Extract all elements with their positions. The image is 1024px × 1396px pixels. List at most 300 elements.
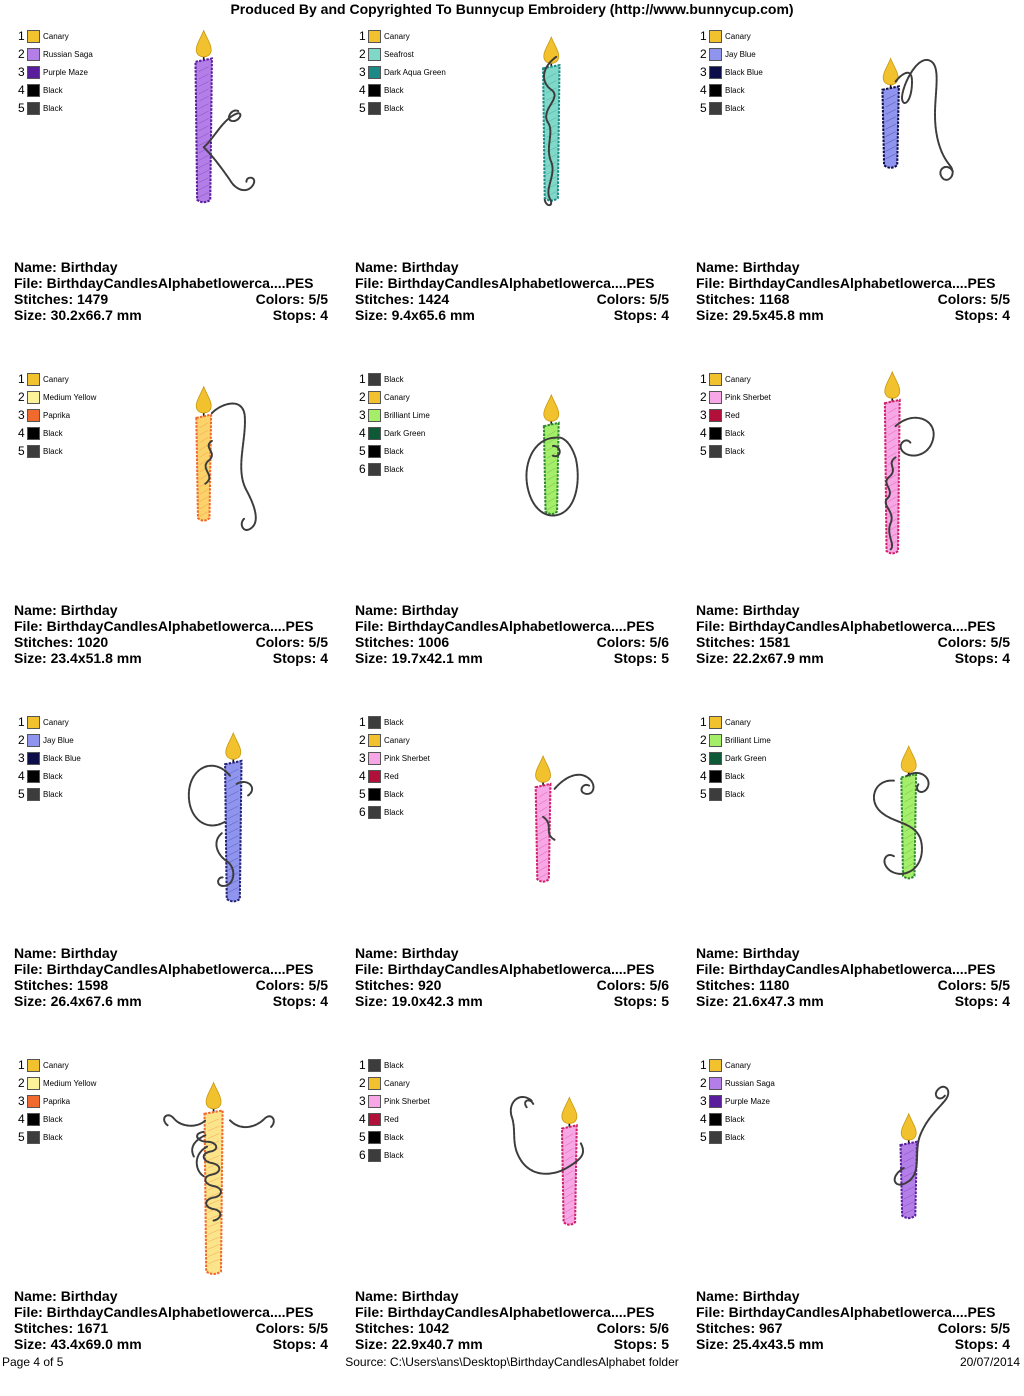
thread-row — [700, 1074, 775, 1092]
thread-number: 4 — [18, 83, 25, 97]
thread-name: Jay Blue — [43, 735, 74, 745]
info-line — [14, 1304, 328, 1320]
candle-v — [901, 1114, 917, 1218]
info-line — [696, 259, 1010, 275]
thread-swatch — [368, 391, 381, 404]
stitch-count-value: 920 — [418, 977, 442, 993]
thread-swatch — [709, 30, 722, 43]
thread-palette — [700, 27, 763, 117]
thread-swatch — [368, 1095, 381, 1108]
thread-name: Black — [43, 771, 63, 781]
thread-row — [359, 1056, 430, 1074]
color-count — [256, 291, 328, 307]
design-card — [341, 1053, 682, 1396]
color-count-value: 5/5 — [990, 291, 1010, 307]
info-line — [14, 275, 328, 291]
thread-swatch — [709, 409, 722, 422]
stitch-count — [14, 1320, 108, 1336]
thread-name: Canary — [384, 31, 410, 41]
thread-name: Black — [725, 789, 745, 799]
design-size — [14, 650, 142, 666]
stitch-count — [696, 291, 789, 307]
thread-name: Red — [384, 771, 399, 781]
thread-palette — [18, 1056, 96, 1146]
stop-count — [614, 993, 669, 1009]
color-count-label: Colors: — [596, 634, 646, 650]
thread-name: Canary — [43, 717, 69, 727]
thread-number: 5 — [700, 1130, 707, 1144]
thread-palette — [700, 370, 771, 460]
info-line — [696, 275, 1010, 291]
info-line — [14, 291, 328, 307]
design-name-value: Birthday — [401, 259, 459, 275]
thread-name: Canary — [384, 1078, 410, 1088]
design-file — [696, 618, 996, 634]
stop-count-value: 5 — [661, 650, 669, 666]
thread-number: 3 — [18, 1094, 25, 1108]
color-count-label: Colors: — [937, 977, 987, 993]
thread-number: 3 — [359, 1094, 366, 1108]
thread-name: Black — [725, 1132, 745, 1142]
design-name — [14, 945, 117, 961]
thread-number: 5 — [18, 444, 25, 458]
flame-icon — [885, 372, 900, 398]
thread-number: 1 — [18, 372, 25, 386]
design-preview — [140, 24, 320, 254]
design-preview — [822, 367, 1002, 597]
design-preview — [481, 1053, 661, 1283]
design-name — [14, 1288, 117, 1304]
stitch-count — [14, 291, 108, 307]
thread-number: 1 — [18, 715, 25, 729]
design-file-value: BirthdayCandlesAlphabetlowerca....PES — [387, 961, 655, 977]
thread-swatch — [368, 716, 381, 729]
info-line — [14, 634, 328, 650]
info-line — [355, 618, 669, 634]
design-size — [696, 650, 824, 666]
info-line — [355, 634, 669, 650]
thread-swatch — [368, 1131, 381, 1144]
design-size-label: Size: — [696, 993, 729, 1009]
stitch-count-value: 967 — [759, 1320, 783, 1336]
info-line — [355, 1288, 669, 1304]
flame-icon — [901, 1114, 916, 1140]
info-line — [355, 259, 669, 275]
design-size-label: Size: — [355, 650, 388, 666]
thread-name: Black — [384, 1150, 404, 1160]
stop-count-label: Stops: — [954, 307, 999, 323]
thread-swatch — [709, 770, 722, 783]
thread-name: Russian Saga — [725, 1078, 775, 1088]
info-line — [696, 1304, 1010, 1320]
design-file — [696, 1304, 996, 1320]
stop-count-label: Stops: — [954, 993, 999, 1009]
thread-name: Canary — [384, 392, 410, 402]
stitch-count — [696, 1320, 782, 1336]
page-footer — [0, 1354, 1024, 1370]
thread-number: 4 — [700, 83, 707, 97]
thread-swatch — [368, 1077, 381, 1090]
swirl-q — [189, 766, 252, 886]
thread-name: Medium Yellow — [43, 392, 97, 402]
design-card — [0, 367, 341, 710]
thread-number: 4 — [700, 426, 707, 440]
thread-number: 2 — [359, 47, 366, 61]
design-file-label: File: — [355, 618, 384, 634]
thread-name: Black — [384, 464, 404, 474]
stitch-count — [355, 1320, 449, 1336]
design-info — [14, 602, 328, 666]
stop-count-value: 5 — [661, 993, 669, 1009]
color-count-value: 5/5 — [308, 977, 328, 993]
thread-row — [18, 785, 81, 803]
thread-name: Canary — [384, 735, 410, 745]
thread-number: 3 — [18, 65, 25, 79]
design-file-label: File: — [696, 961, 725, 977]
design-name — [355, 602, 458, 618]
thread-number: 3 — [359, 65, 366, 79]
thread-row — [18, 406, 96, 424]
thread-row — [359, 713, 430, 731]
thread-number: 4 — [359, 1112, 366, 1126]
thread-palette — [359, 713, 430, 821]
thread-number: 5 — [18, 787, 25, 801]
thread-palette — [18, 370, 96, 460]
page-number: Page 4 of 5 — [2, 1355, 64, 1369]
thread-palette — [359, 370, 430, 478]
thread-number: 5 — [18, 1130, 25, 1144]
color-count-value: 5/5 — [649, 291, 669, 307]
stop-count-label: Stops: — [272, 993, 317, 1009]
design-size-label: Size: — [355, 307, 388, 323]
info-line — [696, 291, 1010, 307]
thread-name: Red — [384, 1114, 399, 1124]
design-file — [696, 961, 996, 977]
color-count-label: Colors: — [596, 291, 646, 307]
thread-swatch — [368, 752, 381, 765]
thread-swatch — [27, 752, 40, 765]
color-count-label: Colors: — [255, 1320, 305, 1336]
thread-number: 3 — [359, 751, 366, 765]
thread-row — [700, 99, 763, 117]
thread-number: 3 — [700, 65, 707, 79]
info-line — [696, 634, 1010, 650]
thread-number: 4 — [700, 769, 707, 783]
stitch-count-label: Stitches: — [14, 291, 74, 307]
thread-number: 6 — [359, 1148, 366, 1162]
design-name-label: Name: — [696, 1288, 739, 1304]
design-size-label: Size: — [355, 993, 388, 1009]
thread-row — [18, 99, 93, 117]
design-name-label: Name: — [355, 945, 398, 961]
info-line — [355, 307, 669, 323]
thread-swatch — [27, 373, 40, 386]
design-size-label: Size: — [696, 307, 729, 323]
thread-row — [18, 27, 93, 45]
stitch-count-value: 1020 — [77, 634, 109, 650]
thread-row — [359, 731, 430, 749]
design-card — [341, 710, 682, 1053]
design-preview — [140, 367, 320, 597]
thread-palette — [359, 1056, 430, 1164]
design-file — [696, 275, 996, 291]
color-count — [938, 291, 1010, 307]
stitch-count — [355, 634, 449, 650]
info-line — [14, 259, 328, 275]
color-count — [938, 977, 1010, 993]
design-name-label: Name: — [696, 259, 739, 275]
thread-row — [359, 1128, 430, 1146]
stitch-count-value: 1479 — [77, 291, 109, 307]
stop-count — [614, 1336, 669, 1352]
thread-number: 2 — [700, 1076, 707, 1090]
thread-name: Black — [43, 1132, 63, 1142]
design-info — [355, 1288, 669, 1352]
thread-number: 4 — [359, 83, 366, 97]
thread-name: Black — [384, 103, 404, 113]
flame-icon — [536, 756, 551, 782]
stitch-count-value: 1042 — [418, 1320, 450, 1336]
thread-name: Black — [384, 1060, 404, 1070]
thread-row — [18, 1092, 96, 1110]
thread-palette — [700, 713, 771, 803]
design-file-label: File: — [14, 961, 43, 977]
thread-row — [700, 63, 763, 81]
thread-name: Canary — [43, 374, 69, 384]
design-name-label: Name: — [14, 945, 57, 961]
stop-count-value: 4 — [661, 307, 669, 323]
thread-row — [700, 1110, 775, 1128]
info-line — [14, 650, 328, 666]
thread-name: Paprika — [43, 410, 71, 420]
design-name — [696, 259, 799, 275]
thread-row — [359, 1092, 430, 1110]
thread-number: 1 — [700, 372, 707, 386]
flame-icon — [544, 37, 559, 63]
thread-row — [18, 1128, 96, 1146]
stitch-count-label: Stitches: — [696, 291, 756, 307]
thread-name: Jay Blue — [725, 49, 756, 59]
stop-count-label: Stops: — [613, 307, 658, 323]
thread-swatch — [368, 734, 381, 747]
color-count-label: Colors: — [937, 634, 987, 650]
thread-number: 3 — [700, 1094, 707, 1108]
thread-row — [359, 27, 446, 45]
thread-row — [359, 388, 430, 406]
candle-o — [544, 395, 559, 514]
info-line — [14, 1336, 328, 1352]
thread-name: Canary — [725, 1060, 751, 1070]
thread-palette — [700, 1056, 775, 1146]
thread-swatch — [368, 1113, 381, 1126]
thread-name: Black — [725, 428, 745, 438]
design-file-label: File: — [355, 275, 384, 291]
thread-row — [18, 1110, 96, 1128]
thread-name: Canary — [43, 31, 69, 41]
thread-number: 5 — [18, 101, 25, 115]
thread-row — [700, 406, 771, 424]
color-count — [597, 977, 669, 993]
color-count-label: Colors: — [255, 634, 305, 650]
stop-count-label: Stops: — [613, 650, 658, 666]
info-line — [355, 961, 669, 977]
stop-count-label: Stops: — [272, 650, 317, 666]
stitch-count-value: 1671 — [77, 1320, 109, 1336]
thread-row — [700, 388, 771, 406]
design-file-value: BirthdayCandlesAlphabetlowerca....PES — [46, 275, 314, 291]
design-size-label: Size: — [696, 650, 729, 666]
stop-count-value: 5 — [661, 1336, 669, 1352]
thread-row — [359, 63, 446, 81]
thread-swatch — [709, 734, 722, 747]
color-count — [256, 1320, 328, 1336]
color-count-value: 5/5 — [308, 1320, 328, 1336]
stitch-count-label: Stitches: — [355, 291, 415, 307]
thread-name: Dark Aqua Green — [384, 67, 446, 77]
stitch-count-label: Stitches: — [696, 1320, 756, 1336]
thread-number: 5 — [359, 101, 366, 115]
stitch-count — [14, 977, 108, 993]
design-preview — [481, 710, 661, 940]
thread-swatch — [27, 102, 40, 115]
thread-number: 5 — [700, 101, 707, 115]
thread-swatch — [709, 66, 722, 79]
info-line — [696, 650, 1010, 666]
page-header: Produced By and Copyrighted To Bunnycup Embroidery (http://www.bunnycup.com) — [230, 1, 794, 17]
stop-count-label: Stops: — [613, 993, 658, 1009]
thread-row — [700, 1128, 775, 1146]
stitch-count-value: 1006 — [418, 634, 450, 650]
design-file — [355, 275, 655, 291]
stitch-count — [14, 634, 108, 650]
stop-count — [273, 307, 328, 323]
color-count-value: 5/6 — [649, 977, 669, 993]
design-card — [682, 1053, 1023, 1396]
thread-row — [18, 45, 93, 63]
design-size — [14, 307, 142, 323]
design-name — [355, 945, 458, 961]
thread-swatch — [368, 48, 381, 61]
thread-name: Black — [384, 807, 404, 817]
thread-name: Canary — [43, 1060, 69, 1070]
stop-count-value: 4 — [320, 307, 328, 323]
stitch-count — [355, 977, 441, 993]
thread-swatch — [27, 30, 40, 43]
design-size-value: 25.4x43.5 mm — [732, 1336, 824, 1352]
thread-row — [700, 749, 771, 767]
thread-name: Black — [43, 446, 63, 456]
design-preview — [822, 1053, 1002, 1283]
thread-swatch — [709, 1077, 722, 1090]
design-size — [355, 993, 483, 1009]
thread-swatch — [27, 734, 40, 747]
info-line — [355, 1320, 669, 1336]
design-size-value: 19.0x42.3 mm — [391, 993, 483, 1009]
design-size — [696, 307, 824, 323]
thread-number: 2 — [18, 1076, 25, 1090]
thread-row — [359, 424, 430, 442]
thread-name: Medium Yellow — [43, 1078, 97, 1088]
design-size — [696, 993, 824, 1009]
thread-row — [18, 424, 96, 442]
thread-swatch — [368, 66, 381, 79]
stop-count-value: 4 — [320, 1336, 328, 1352]
thread-swatch — [368, 102, 381, 115]
thread-swatch — [27, 1059, 40, 1072]
thread-swatch — [27, 1113, 40, 1126]
design-file-label: File: — [14, 618, 43, 634]
info-line — [355, 650, 669, 666]
design-file-value: BirthdayCandlesAlphabetlowerca....PES — [728, 275, 996, 291]
design-name-label: Name: — [355, 259, 398, 275]
thread-row — [359, 767, 430, 785]
design-file-value: BirthdayCandlesAlphabetlowerca....PES — [46, 1304, 314, 1320]
flame-icon — [226, 733, 241, 759]
thread-swatch — [27, 445, 40, 458]
thread-name: Black — [384, 374, 404, 384]
stitch-count-label: Stitches: — [355, 634, 415, 650]
thread-number: 4 — [359, 426, 366, 440]
thread-number: 2 — [359, 390, 366, 404]
thread-swatch — [709, 788, 722, 801]
thread-row — [18, 388, 96, 406]
thread-name: Brilliant Lime — [725, 735, 771, 745]
design-file-value: BirthdayCandlesAlphabetlowerca....PES — [46, 618, 314, 634]
stitch-count-label: Stitches: — [355, 977, 415, 993]
design-file — [14, 275, 314, 291]
design-size — [355, 650, 483, 666]
color-count-label: Colors: — [937, 1320, 987, 1336]
color-count — [256, 634, 328, 650]
color-count-value: 5/5 — [990, 1320, 1010, 1336]
thread-row — [359, 460, 430, 478]
stitch-count — [696, 634, 790, 650]
candle-t — [205, 1083, 223, 1274]
thread-name: Dark Green — [725, 753, 767, 763]
design-size-label: Size: — [14, 993, 47, 1009]
thread-row — [359, 99, 446, 117]
design-file — [355, 961, 655, 977]
thread-palette — [359, 27, 446, 117]
info-line — [696, 977, 1010, 993]
thread-name: Brilliant Lime — [384, 410, 430, 420]
stitch-count-value: 1598 — [77, 977, 109, 993]
design-info — [355, 259, 669, 323]
thread-swatch — [709, 84, 722, 97]
design-info — [355, 602, 669, 666]
thread-palette — [18, 27, 93, 117]
design-preview — [140, 1053, 320, 1283]
info-line — [696, 1288, 1010, 1304]
thread-swatch — [709, 1113, 722, 1126]
stop-count — [955, 993, 1010, 1009]
candle-u — [562, 1097, 577, 1224]
thread-name: Seafrost — [384, 49, 414, 59]
info-line — [14, 993, 328, 1009]
design-size-value: 43.4x69.0 mm — [50, 1336, 142, 1352]
design-name-value: Birthday — [742, 1288, 800, 1304]
design-file-value: BirthdayCandlesAlphabetlowerca....PES — [387, 275, 655, 291]
design-name — [696, 1288, 799, 1304]
thread-swatch — [27, 716, 40, 729]
thread-swatch — [709, 102, 722, 115]
design-info — [14, 1288, 328, 1352]
info-line — [14, 618, 328, 634]
design-name — [14, 259, 117, 275]
thread-row — [700, 731, 771, 749]
thread-name: Black — [43, 428, 63, 438]
candle-r — [536, 756, 551, 882]
